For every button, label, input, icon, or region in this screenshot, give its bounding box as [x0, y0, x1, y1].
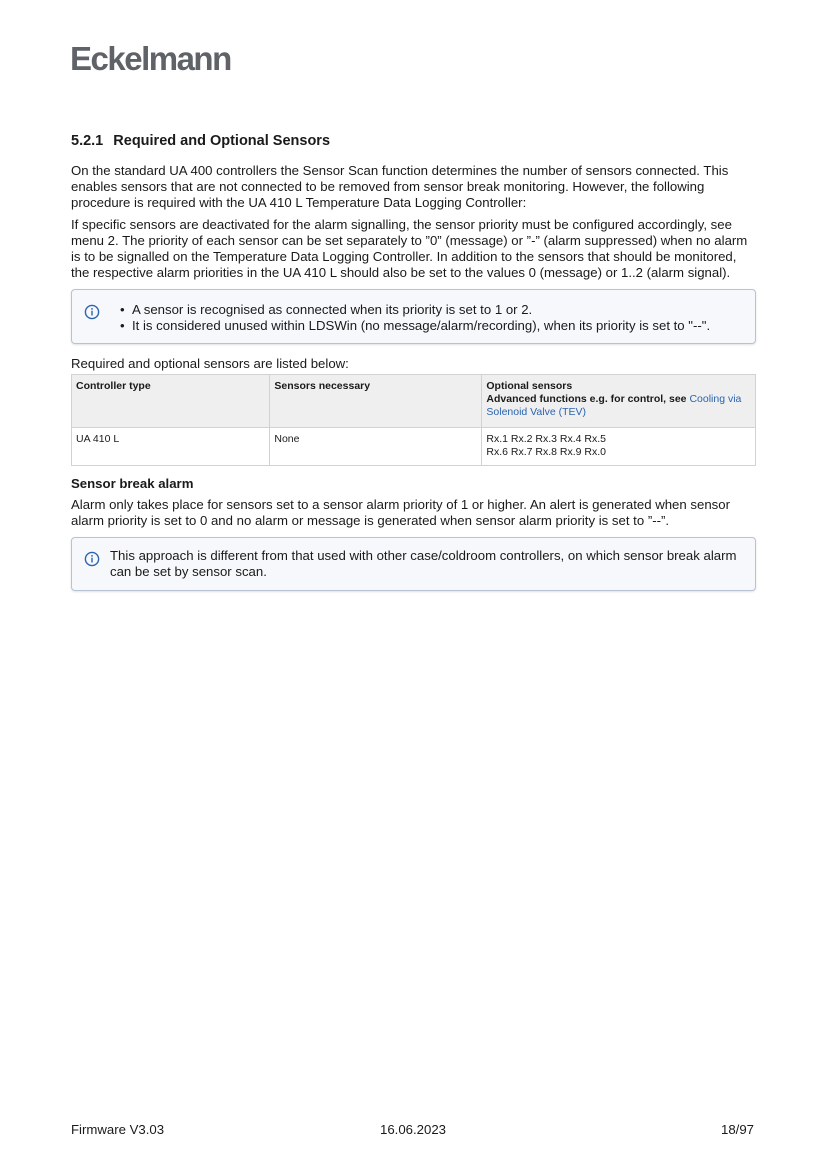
note-text: This approach is different from that used with other case/coldroom controllers, on which sensor break alarm can be set by sensor scan.: [110, 548, 737, 579]
info-icon: [84, 304, 100, 320]
optional-line: Rx.6 Rx.7 Rx.8 Rx.9 Rx.0: [486, 446, 607, 458]
note-item: • It is considered unused within LDSWin (no message/alarm/recording), when its priority is set to "--".: [118, 318, 710, 334]
info-note-2: [71, 537, 756, 591]
table-intro: Required and optional sensors are listed below:: [71, 356, 349, 371]
table-header-row: [72, 375, 756, 428]
header-optional-desc: [486, 393, 751, 419]
info-note: [71, 289, 756, 344]
header-optional-sensors: [482, 375, 756, 428]
priority-paragraph: If specific sensors are deactivated for the alarm signalling, the sensor priority must be configured accordingly, see menu 2. The priority of each sensor can be set separately to ”0” (message) or ”-” (alarm suppressed) when no alarm is to be signalled on the Temperature Data Logging Controller. In addition to the sensors that should be monitored, the respective alarm priorities in the UA 410 L should also be set to the values 0 (message) or 1..2 (alarm signal).: [71, 217, 748, 280]
optional-line: Rx.1 Rx.2 Rx.3 Rx.4 Rx.5: [486, 433, 607, 445]
note-item: • A sensor is recognised as connected when its priority is set to 1 or 2.: [118, 302, 710, 318]
section-heading: [71, 133, 756, 149]
section-number: 5.2.1: [71, 133, 104, 149]
header-optional-title: Optional sensors: [486, 380, 573, 392]
cell-necessary: None: [270, 428, 482, 466]
cell-optional: [482, 428, 756, 466]
sensor-table: [71, 374, 756, 466]
info-icon: [84, 551, 100, 567]
footer-firmware: Firmware V3.03: [71, 1122, 165, 1137]
sensor-break-heading: Sensor break alarm: [71, 476, 194, 491]
section-title: Required and Optional Sensors: [113, 133, 331, 149]
footer-page-number: 18/97: [721, 1122, 755, 1137]
page-content: [71, 133, 756, 603]
table-row: [72, 428, 756, 466]
header-controller-type: Controller type: [72, 375, 270, 428]
intro-paragraph: On the standard UA 400 controllers the Sensor Scan function determines the number of sensors connected. This enables sensors that are not connected to be removed from sensor break monitoring. However, the following procedure is required with the UA 410 L Temperature Data Logging Controller:: [71, 163, 729, 210]
header-advanced-text: Advanced functions e.g. for control, see: [486, 393, 690, 405]
note-list: [118, 302, 710, 334]
cell-controller: UA 410 L: [72, 428, 270, 466]
header-sensors-necessary: Sensors necessary: [270, 375, 482, 428]
footer-date: 16.06.2023: [380, 1122, 447, 1137]
cooling-tev-link[interactable]: Cooling via Solenoid Valve (TEV): [486, 393, 742, 418]
eckelmann-logo: Eckelmann: [70, 40, 231, 77]
sensor-break-text: Alarm only takes place for sensors set to a sensor alarm priority of 1 or higher. An alert is generated when sensor alarm priority is set to 0 and no alarm or message is generated when sensor alarm priority is set to ”--”.: [71, 497, 730, 528]
